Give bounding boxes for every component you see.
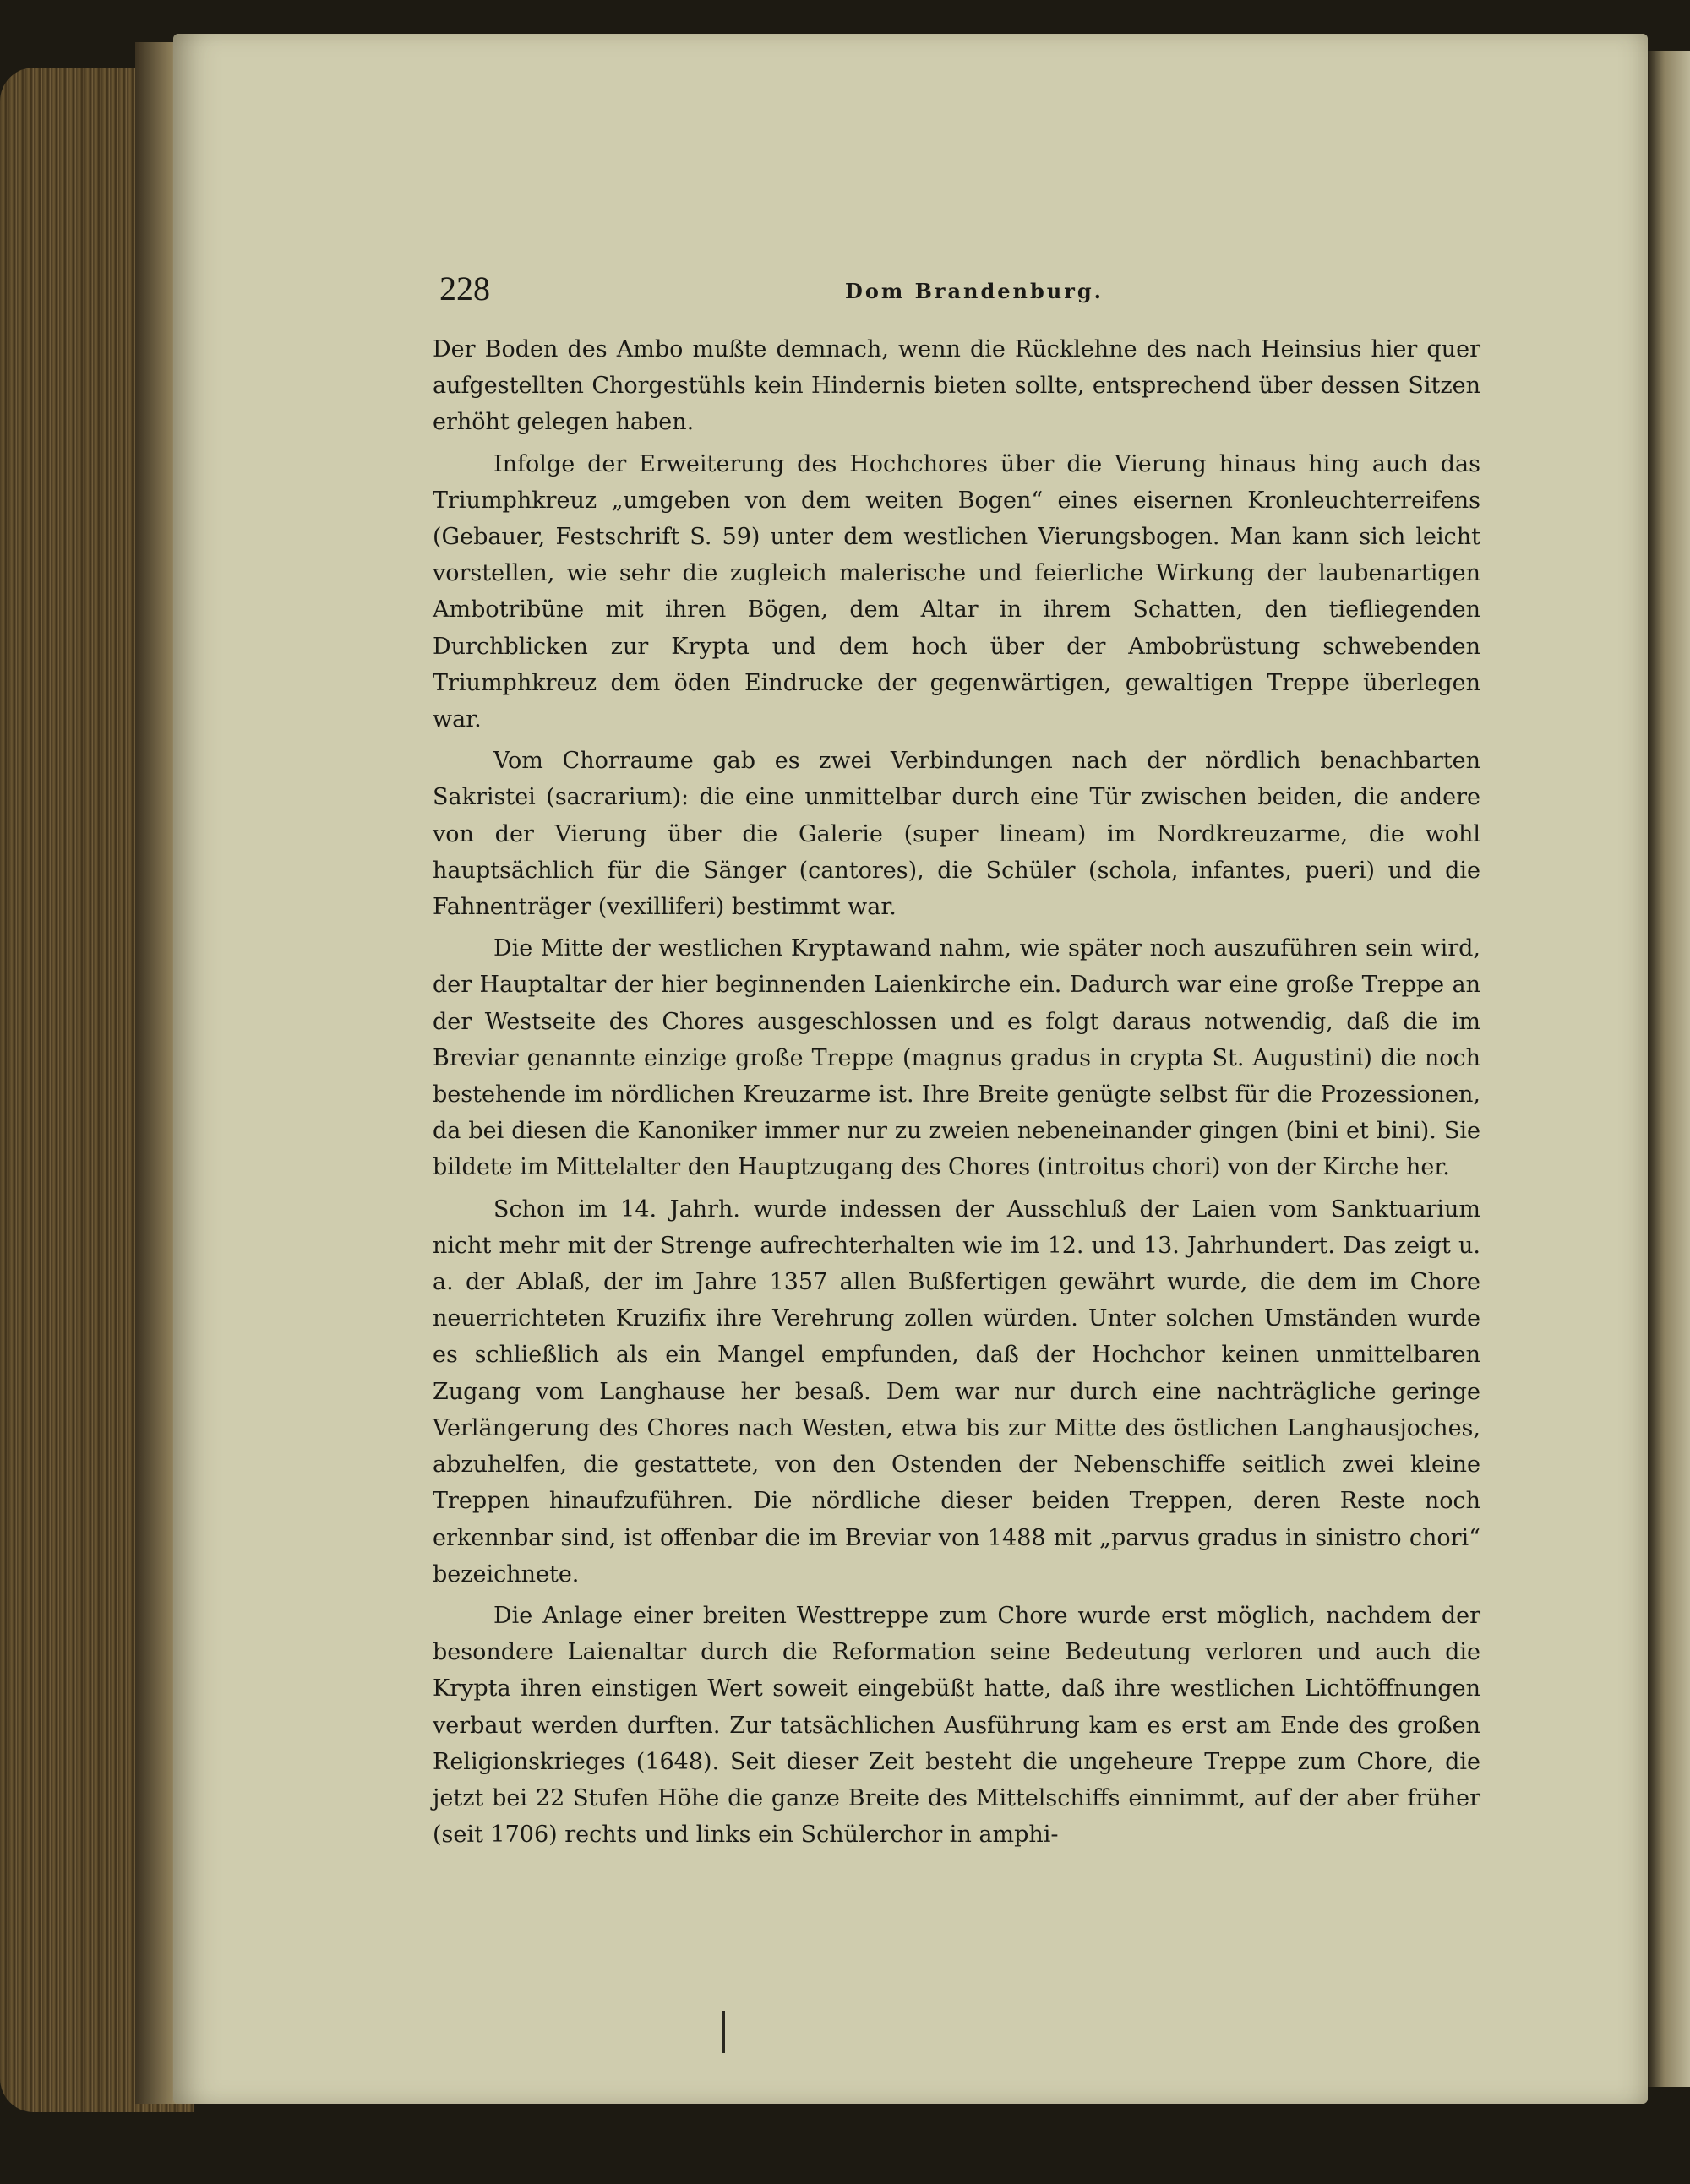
ink-mark: [722, 2011, 725, 2053]
paragraph-1: Der Boden des Ambo mußte demnach, wenn die Rücklehne des nach Heinsius hier quer aufgestellten Chorgestühls kein Hindernis bieten sollte, entsprechend über dessen Sitzen erhöht gelegen haben.: [433, 336, 1480, 436]
paragraph-3: Vom Chorraume gab es zwei Verbindungen nach der nördlich benachbarten Sakristei (sacrarium): die eine unmittelbar durch eine Tür zwischen beiden, die andere von der Vierung über die Galerie (super lineam) im Nordkreuzarme, die wohl hauptsächlich für die Sänger (cantores), die Schüler (schola, infantes, pueri) und die Fahnenträger (vexilliferi) bestimmt war.: [433, 748, 1480, 921]
paragraph-4: Die Mitte der westlichen Kryptawand nahm, wie später noch auszuführen sein wird, der Hauptaltar der hier beginnenden Laienkirche ein. Dadurch war eine große Treppe an der Westseite des Chores ausgeschlossen und es folgt daraus notwendig, daß die im Breviar genannte einzige große Treppe (magnus gradus in crypta St. Augustini) die noch bestehende im nördlichen Kreuzarme ist. Ihre Breite genügte selbst für die Prozessionen, da bei diesen die Kanoniker immer nur zu zweien nebeneinander gingen (bini et bini). Sie bildete im Mittelalter den Hauptzugang des Chores (introitus chori) von der Kirche her.: [433, 935, 1480, 1181]
paragraph-6: Die Anlage einer breiten Westtreppe zum Chore wurde erst möglich, nachdem der besondere Laienaltar durch die Reformation seine Bedeutung verloren und auch die Krypta ihren einstigen Wert soweit eingebüßt hatte, daß ihre westlichen Lichtöffnungen verbaut werden durften. Zur tatsächlichen Ausführung kam es erst am Ende des großen Religionskrieges (1648). Seit dieser Zeit besteht die ungeheure Treppe zum Chore, die jetzt bei 22 Stufen Höhe die ganze Breite des Mittelschiffs einnimmt, auf der aber früher (seit 1706) rechts und links ein Schülerchor in amphi-: [433, 1602, 1480, 1849]
paragraph-2: Infolge der Erweiterung des Hochchores über die Vierung hinaus hing auch das Triumphkreuz „umgeben von dem weiten Bogen“ eines eisernen Kronleuchterreifens (Gebauer, Festschrift S. 59) unter dem westlichen Vierungsbogen. Man kann sich leicht vorstellen, wie sehr die zugleich malerische und feierliche Wirkung der laubenartigen Ambotribüne mit ihren Bögen, dem Altar in ihrem Schatten, den tiefliegenden Durchblicken zur Krypta und dem hoch über der Ambobrüstung schwebenden Triumphkreuz dem öden Eindrucke der gegenwärtigen, gewaltigen Treppe überlegen war.: [433, 450, 1480, 733]
running-title: Dom Brandenburg.: [845, 279, 1104, 303]
page-header: [439, 269, 1504, 319]
body-text: [433, 331, 1480, 1858]
page-number: 228: [439, 270, 490, 308]
next-page-edge: [1648, 51, 1690, 2087]
paragraph-5: Schon im 14. Jahrh. wurde indessen der Ausschluß der Laien vom Sanktuarium nicht mehr mit der Strenge aufrechterhalten wie im 12. und 13. Jahrhundert. Das zeigt u. a. der Ablaß, der im Jahre 1357 allen Bußfertigen gewährt wurde, die dem im Chore neuerrichteten Kruzifix ihre Verehrung zollen würden. Unter solchen Umständen wurde es schließlich als ein Mangel empfunden, daß der Hochchor keinen unmittelbaren Zugang vom Langhause her besaß. Dem war nur durch eine nachträgliche geringe Verlängerung des Chores nach Westen, etwa bis zur Mitte des östlichen Langhausjoches, abzuhelfen, die gestattete, von den Ostenden der Nebenschiffe seitlich zwei kleine Treppen hinaufzuführen. Die nördliche dieser beiden Treppen, deren Reste noch erkennbar sind, ist offenbar die im Breviar von 1488 mit „parvus gradus in sinistro chori“ bezeichnete.: [433, 1195, 1480, 1588]
